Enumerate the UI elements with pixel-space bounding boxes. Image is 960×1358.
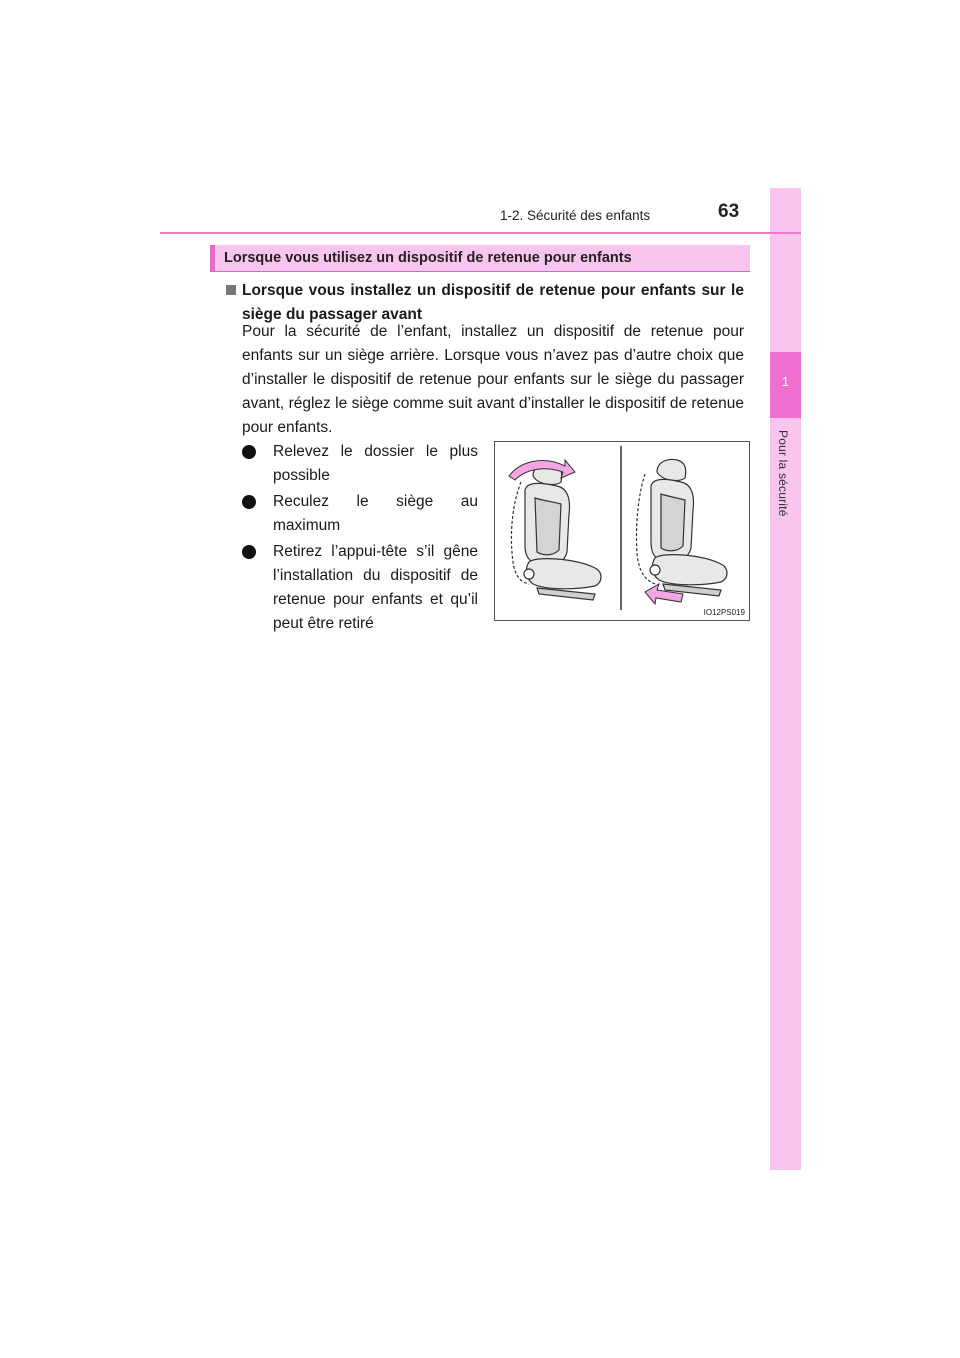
section-title: Lorsque vous utilisez un dispositif de retenue pour enfants [224,250,632,266]
seat-illustration-svg [495,442,751,622]
headrest-right [657,460,686,481]
chapter-number: 1 [781,374,790,389]
cushion-right [652,555,727,585]
subheading-text: Lorsque vous installez un dispositif de retenue pour enfants sur le siège du passager avant [242,282,744,323]
bullet-list [242,440,478,638]
list-item [242,440,478,488]
left-seat-drawing [511,464,601,601]
bullet-dot-icon [242,545,256,559]
page-number: 63 [718,201,740,222]
figure-code: IO12PS019 [703,608,745,617]
backrest-panel [535,498,561,555]
list-item [242,540,478,636]
section-title-bar [210,245,750,272]
list-item-text: Relevez le dossier le plus possible [273,443,478,484]
square-bullet-icon [226,285,236,295]
seat-adjustment-illustration [494,441,750,621]
right-seat-drawing [636,460,727,597]
chapter-label: Pour la sécurité [776,430,790,517]
backrest-panel-right [661,494,685,551]
side-strip [770,188,801,1170]
bullet-dot-icon [242,495,256,509]
body-paragraph: Pour la sécurité de l’enfant, installez un dispositif de retenue pour enfants sur un siège arrière. Lorsque vous n’avez pas d’autre choix que d’installer le dispositif de retenue pour enfants sur le siège du passager avant, réglez le siège comme suit avant d’installer le dispositif de retenue pour enfants. [242,323,744,436]
running-header: 1-2. Sécurité des enfants [500,208,651,223]
list-item-text: Reculez le siège au maximum [273,493,478,534]
section-accent [210,245,215,271]
recline-knob-right [650,565,660,575]
list-item [242,490,478,538]
seat-rail [537,588,595,600]
cushion [526,559,601,589]
header-rule [160,232,801,234]
list-item-text: Retirez l’appui-tête s’il gêne l’installation du dispositif de retenue pour enfants et qu’il peut être retiré [273,543,478,632]
recline-knob [524,569,534,579]
bullet-dot-icon [242,445,256,459]
